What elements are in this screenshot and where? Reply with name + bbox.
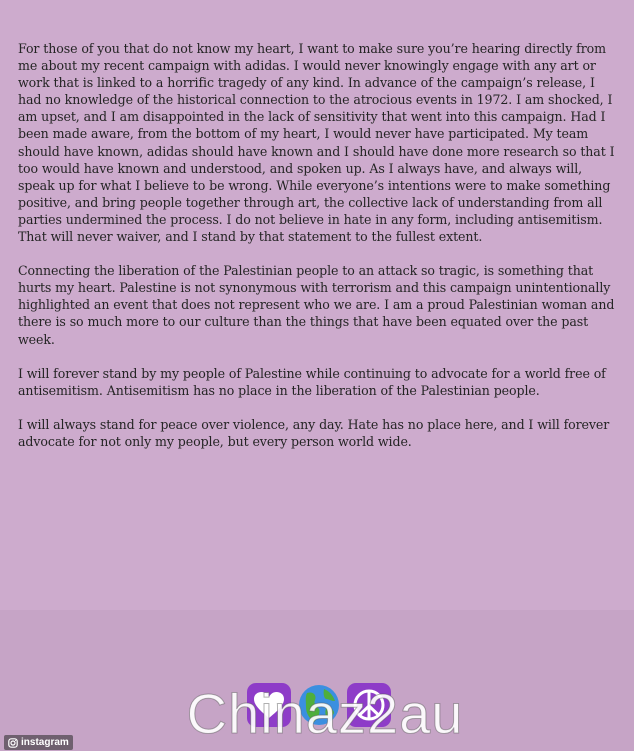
statement-text [18, 40, 620, 467]
statement-paragraph-1: For those of you that do not know my heart, I want to make sure you’re hearing directly from me about my recent campaign with adidas. I would never knowingly engage with any art or work that is linked to a horrific tragedy of any kind. In advance of the campaign’s release, I had no knowledge of the historical connection to the atrocious events in 1972. I am shocked, I am upset, and I am disappointed in the lack of sensitivity that went into this campaign. Had I been made aware, from the bottom of my heart, I would never have participated. My team should have known, adidas should have known and I should have done more research so that I too would have known and understood, and spoken up. As I always have, and always will, speak up for what I believe to be wrong. While everyone’s intentions were to make something positive, and bring people together through art, the collective lack of understanding from all parties undermined the process. I do not believe in hate in any form, including antisemitism. That will never waiver, and I stand by that statement to the fullest extent. [18, 41, 615, 245]
statement-paragraph-4: I will always stand for peace over violence, any day. Hate has no place here, and I will forever advocate for not only my people, but every person world wide. [18, 416, 610, 449]
site-watermark: Chinaz2au [186, 682, 464, 745]
instagram-badge [4, 735, 73, 750]
statement-paragraph-3: I will forever stand by my people of Palestine while continuing to advocate for a world free of antisemitism. Antisemitism has no place in the liberation of the Palestinian people. [18, 365, 606, 398]
instagram-label: instagram [21, 737, 69, 748]
instagram-icon [8, 738, 18, 748]
statement-paragraph-2: Connecting the liberation of the Palestinian people to an attack so tragic, is something that hurts my heart. Palestine is not synonymous with terrorism and this campaign unintentionally highlighted an event that does not represent who we are. I am a proud Palestinian woman and there is so much more to our culture than the things that have been equated over the past week. [18, 263, 615, 347]
